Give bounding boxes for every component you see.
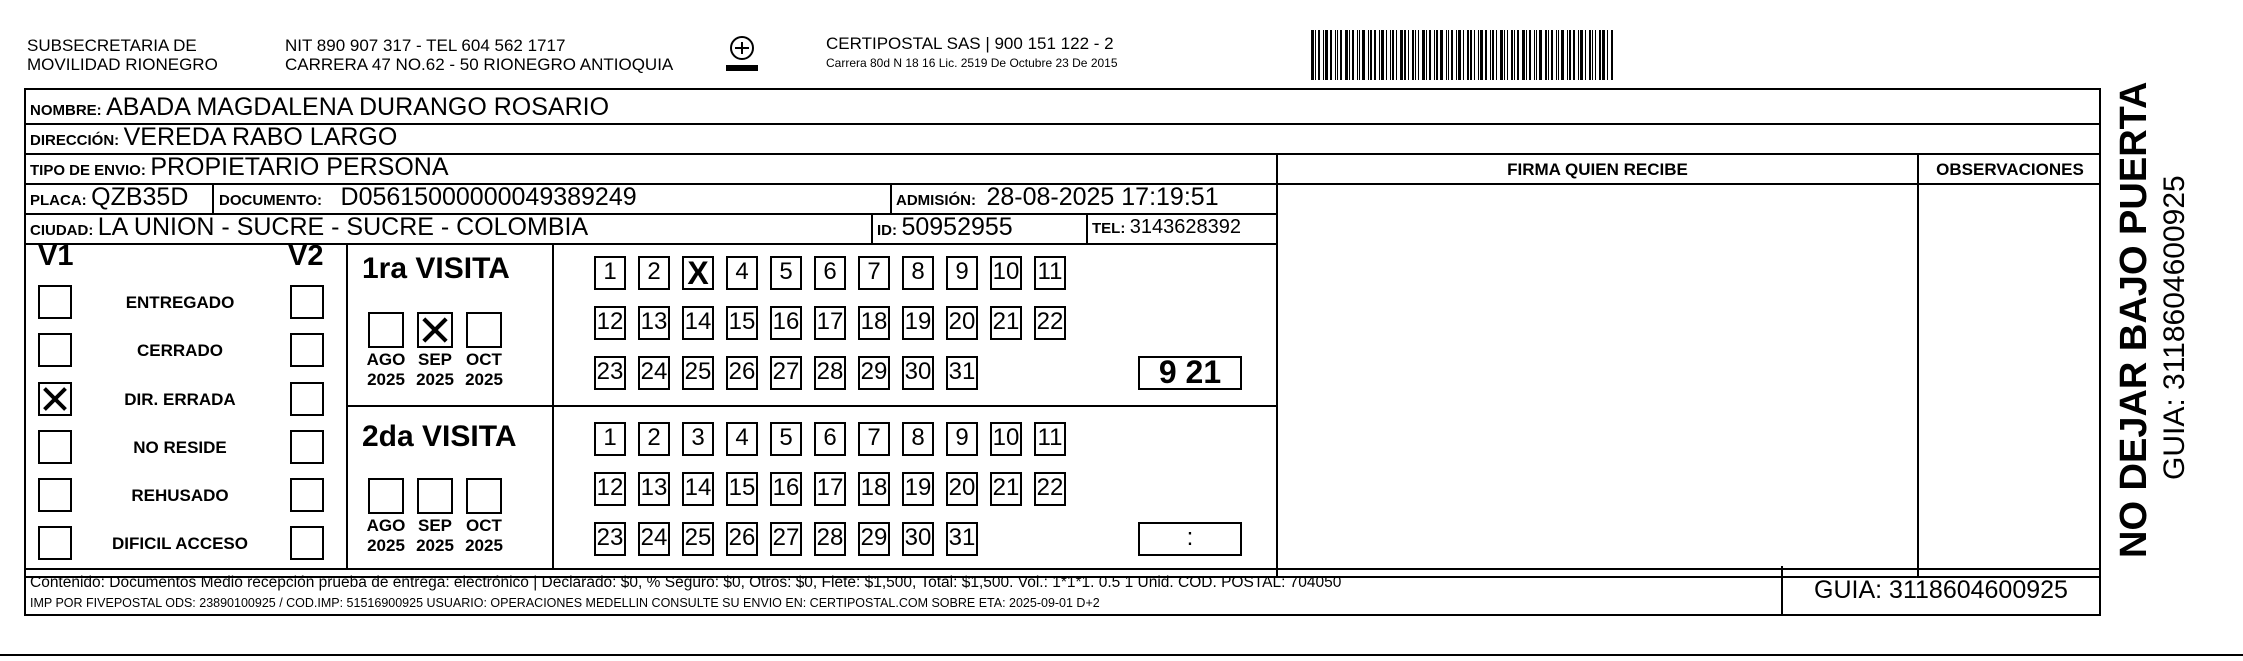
v2-checkbox[interactable] xyxy=(290,430,324,464)
status-option-label: REHUSADO xyxy=(131,486,229,505)
day-box[interactable]: 24 xyxy=(638,522,670,556)
barcode-bar xyxy=(1517,30,1519,80)
day-box[interactable]: 8 xyxy=(902,422,934,456)
month-label: OCT 2025 xyxy=(465,516,503,555)
tel-value: 3143628392 xyxy=(1129,216,1242,238)
visit1-title: 1ra VISITA xyxy=(362,252,510,285)
day-box[interactable]: 15 xyxy=(726,306,758,340)
footer-contents: Contenido: Documentos Medio recepción prueba de entrega: electrónico | Declarado: $0, % Seguro: $0, Otros: $0, Flete: $1,500, Total: $1,500. Vol.: 1*1*1. 0.5 1 Unid. COD. POSTAL: 704050 xyxy=(30,574,1342,591)
day-box[interactable]: 18 xyxy=(858,472,890,506)
status-option-label: ENTREGADO xyxy=(125,293,235,312)
day-box[interactable]: 13 xyxy=(638,472,670,506)
barcode-bar xyxy=(1573,30,1575,80)
cut-line xyxy=(0,654,2243,656)
barcode-bar xyxy=(1357,30,1358,80)
barcode-bar xyxy=(1611,30,1613,80)
barcode-bar xyxy=(1511,30,1513,80)
status-option-label: CERRADO xyxy=(137,341,223,360)
barcode-bar xyxy=(1504,30,1505,80)
month-checkbox[interactable] xyxy=(368,312,404,348)
barcode-bar xyxy=(1578,30,1579,80)
barcode-bar xyxy=(1485,30,1487,80)
barcode-bar xyxy=(1362,30,1365,80)
day-box[interactable]: 23 xyxy=(594,522,626,556)
barcode-bar xyxy=(1529,30,1531,80)
barcode-bar xyxy=(1340,30,1342,80)
barcode-bar xyxy=(1456,30,1457,80)
barcode-bar xyxy=(1607,30,1608,80)
carrier-line-2: Carrera 80d N 18 16 Lic. 2519 De Octubre 23 De 2015 xyxy=(826,56,1118,70)
placa-value: QZB35D xyxy=(91,183,189,211)
documento-label: DOCUMENTO: xyxy=(219,192,323,209)
firma-header: FIRMA QUIEN RECIBE xyxy=(1507,160,1688,179)
month-label: AGO 2025 xyxy=(366,516,406,555)
day-box[interactable]: 28 xyxy=(814,522,846,556)
guia-number: GUIA: 3118604600925 xyxy=(1814,576,2068,604)
day-box[interactable]: 12 xyxy=(594,306,626,340)
day-box[interactable]: 12 xyxy=(594,472,626,506)
day-box[interactable]: 21 xyxy=(990,472,1022,506)
day-box[interactable]: 7 xyxy=(858,422,890,456)
day-box[interactable]: 17 xyxy=(814,306,846,340)
barcode-bar xyxy=(1463,30,1464,80)
placa-label: PLACA: xyxy=(30,192,87,209)
v2-checkbox[interactable] xyxy=(290,382,324,416)
status-option-label: DIFICIL ACCESO xyxy=(111,534,248,553)
barcode-bar xyxy=(1370,30,1372,80)
status-option-label: DIR. ERRADA xyxy=(124,390,236,409)
barcode-bar xyxy=(1446,30,1447,80)
barcode-bar xyxy=(1592,30,1593,80)
direccion-value: VEREDA RABO LARGO xyxy=(123,123,398,151)
nombre-row xyxy=(30,93,609,125)
day-box[interactable]: 6 xyxy=(814,422,846,456)
day-box[interactable]: 25 xyxy=(682,522,714,556)
issuer-contact xyxy=(285,36,673,74)
day-box[interactable]: 2 xyxy=(638,422,670,456)
v2-checkbox[interactable] xyxy=(290,478,324,512)
barcode-bar xyxy=(1561,30,1564,80)
barcode-bar xyxy=(1539,30,1542,80)
v1-checkbox[interactable] xyxy=(38,526,72,560)
day-box[interactable]: 30 xyxy=(902,522,934,556)
month-checkbox[interactable] xyxy=(466,312,502,348)
nit-line: NIT 890 907 317 - TEL 604 562 1717 xyxy=(285,36,566,55)
day-box[interactable]: 22 xyxy=(1034,472,1066,506)
day-box[interactable]: 4 xyxy=(726,256,758,290)
barcode-bar xyxy=(1386,30,1387,80)
observaciones-header: OBSERVACIONES xyxy=(1936,160,2084,179)
barcode-bar xyxy=(1379,30,1380,80)
day-box[interactable]: 11 xyxy=(1034,422,1066,456)
v2-checkbox[interactable] xyxy=(290,285,324,319)
barcode-bar xyxy=(1396,30,1397,80)
barcode-bar xyxy=(1390,30,1391,80)
day-box[interactable]: 9 xyxy=(946,256,978,290)
side-guia: GUIA: 3118604600925 xyxy=(2158,175,2191,480)
barcode-bar xyxy=(1440,30,1443,80)
v2-checkbox[interactable] xyxy=(290,333,324,367)
documento-value: D05615000000049389249 xyxy=(340,183,637,211)
day-box[interactable]: 25 xyxy=(682,356,714,390)
day-box[interactable]: 29 xyxy=(858,522,890,556)
month-label: SEP 2025 xyxy=(416,350,454,389)
day-box[interactable]: 22 xyxy=(1034,306,1066,340)
day-box[interactable]: 26 xyxy=(726,522,758,556)
barcode-bar xyxy=(1589,30,1591,80)
barcode-bar xyxy=(1429,30,1431,80)
address-line: CARRERA 47 NO.62 - 50 RIONEGRO ANTIOQUIA xyxy=(285,55,674,74)
day-box[interactable]: 8 xyxy=(902,256,934,290)
ciudad-value: LA UNION - SUCRE - SUCRE - COLOMBIA xyxy=(97,213,589,241)
day-box[interactable]: 26 xyxy=(726,356,758,390)
barcode-bar xyxy=(1545,30,1547,80)
barcode-bar xyxy=(1470,30,1472,80)
day-box[interactable]: X xyxy=(682,256,714,290)
ciudad-label: CIUDAD: xyxy=(30,222,94,239)
nombre-label: NOMBRE: xyxy=(30,102,102,119)
barcode-bar xyxy=(1436,30,1438,80)
barcode-bar xyxy=(1556,30,1557,80)
barcode-bar xyxy=(1474,30,1475,80)
day-box[interactable]: 14 xyxy=(682,306,714,340)
nombre-value: ABADA MAGDALENA DURANGO ROSARIO xyxy=(106,93,610,121)
month-label: AGO 2025 xyxy=(366,350,406,389)
day-box[interactable]: 31 xyxy=(946,356,978,390)
day-box[interactable]: 24 xyxy=(638,356,670,390)
day-box[interactable]: 6 xyxy=(814,256,846,290)
barcode-bar xyxy=(1558,30,1559,80)
day-box[interactable]: 29 xyxy=(858,356,890,390)
barcode-bar xyxy=(1408,30,1409,80)
barcode-bar xyxy=(1548,30,1549,80)
id-value: 50952955 xyxy=(901,213,1013,241)
issuer-line-2: MOVILIDAD RIONEGRO xyxy=(27,55,218,74)
v1-checkbox[interactable] xyxy=(38,382,72,416)
v1-checkbox[interactable] xyxy=(38,285,72,319)
day-box[interactable]: 19 xyxy=(902,472,934,506)
barcode-bar xyxy=(1500,30,1503,80)
v2-header: V2 xyxy=(288,240,324,272)
day-box[interactable]: 2 xyxy=(638,256,670,290)
tipo-label: TIPO DE ENVIO: xyxy=(30,162,146,179)
v1-checkbox[interactable] xyxy=(38,430,72,464)
v1-checkbox[interactable] xyxy=(38,333,72,367)
direccion-label: DIRECCIÓN: xyxy=(30,132,120,149)
day-box[interactable]: 5 xyxy=(770,256,802,290)
barcode-bar xyxy=(1412,30,1414,80)
day-box[interactable]: 14 xyxy=(682,472,714,506)
barcode-bar xyxy=(1580,30,1583,80)
barcode-bar xyxy=(1359,30,1360,80)
month-label: OCT 2025 xyxy=(465,350,503,389)
barcode-bar xyxy=(1480,30,1483,80)
v2-checkbox[interactable] xyxy=(290,526,324,560)
side-warning: NO DEJAR BAJO PUERTA xyxy=(2113,81,2155,558)
barcode-bar xyxy=(1352,30,1354,80)
tipo-row xyxy=(30,153,449,185)
barcode-bar xyxy=(1318,30,1320,80)
barcode-bar xyxy=(1325,30,1328,80)
carrier-logo-icon xyxy=(725,34,759,74)
day-box[interactable]: 16 xyxy=(770,306,802,340)
barcode xyxy=(1311,30,1945,80)
barcode-bar xyxy=(1490,30,1491,80)
status-option-label: NO RESIDE xyxy=(133,438,227,457)
month-label: SEP 2025 xyxy=(416,516,454,555)
tel-row xyxy=(1092,213,1241,243)
day-box[interactable]: 21 xyxy=(990,306,1022,340)
barcode-bar xyxy=(1374,30,1376,80)
barcode-bar xyxy=(1404,30,1406,80)
id-label: ID: xyxy=(877,222,897,239)
day-box[interactable]: 18 xyxy=(858,306,890,340)
admision-label: ADMISIÓN: xyxy=(896,192,976,209)
month-checkbox[interactable] xyxy=(368,478,404,514)
barcode-bar xyxy=(1381,30,1384,80)
day-box[interactable]: 27 xyxy=(770,522,802,556)
day-box[interactable]: 31 xyxy=(946,522,978,556)
admision-row xyxy=(896,183,1219,215)
barcode-bar xyxy=(1335,30,1336,80)
barcode-bar xyxy=(1507,30,1508,80)
barcode-bar xyxy=(1496,30,1497,80)
issuer-name xyxy=(27,36,218,74)
day-box[interactable]: 3 xyxy=(682,422,714,456)
day-box[interactable]: 15 xyxy=(726,472,758,506)
id-row xyxy=(877,213,1013,245)
day-box[interactable]: 28 xyxy=(814,356,846,390)
v1-checkbox[interactable] xyxy=(38,478,72,512)
day-box[interactable]: 4 xyxy=(726,422,758,456)
day-box[interactable]: 5 xyxy=(770,422,802,456)
barcode-bar xyxy=(1467,30,1469,80)
barcode-bar xyxy=(1567,30,1568,80)
barcode-bar xyxy=(1478,30,1479,80)
carrier-info xyxy=(826,34,1118,70)
barcode-bar xyxy=(1426,30,1427,80)
tipo-value: PROPIETARIO PERSONA xyxy=(150,153,449,181)
barcode-bar xyxy=(1337,30,1338,80)
direccion-row xyxy=(30,123,397,155)
day-box[interactable]: 17 xyxy=(814,472,846,506)
barcode-bar xyxy=(1599,30,1601,80)
day-box[interactable]: 23 xyxy=(594,356,626,390)
day-box[interactable]: 27 xyxy=(770,356,802,390)
day-box[interactable]: 19 xyxy=(902,306,934,340)
barcode-bar xyxy=(1585,30,1586,80)
day-box[interactable]: 20 xyxy=(946,306,978,340)
barcode-bar xyxy=(1522,30,1525,80)
month-checkbox[interactable] xyxy=(417,478,453,514)
barcode-bar xyxy=(1415,30,1416,80)
barcode-bar xyxy=(1315,30,1316,80)
barcode-bar xyxy=(1368,30,1369,80)
time-field[interactable]: 9 21 xyxy=(1138,356,1242,390)
barcode-bar xyxy=(1448,30,1449,80)
barcode-bar xyxy=(1536,30,1537,80)
barcode-bar xyxy=(1595,30,1596,80)
visit2-title: 2da VISITA xyxy=(362,420,517,453)
barcode-bar xyxy=(1418,30,1419,80)
barcode-bar xyxy=(1345,30,1348,80)
month-checkbox[interactable] xyxy=(466,478,502,514)
barcode-bar xyxy=(1526,30,1527,80)
documento-row xyxy=(219,183,637,215)
footer-box xyxy=(24,578,1781,616)
time-field[interactable]: : xyxy=(1138,522,1242,556)
barcode-bar xyxy=(1400,30,1403,80)
barcode-bar xyxy=(1534,30,1535,80)
footer-print-info: IMP POR FIVEPOSTAL ODS: 23890100925 / COD.IMP: 51516900925 USUARIO: OPERACIONES MEDELLIN CONSULTE SU ENVIO EN: CERTIPOSTAL.COM SOBRE ETA: 2025-09-01 D+2 xyxy=(30,596,1100,610)
day-box[interactable]: 1 xyxy=(594,256,626,290)
tel-label: TEL: xyxy=(1092,220,1126,237)
day-box[interactable]: 1 xyxy=(594,422,626,456)
day-box[interactable]: 16 xyxy=(770,472,802,506)
day-box[interactable]: 10 xyxy=(990,422,1022,456)
barcode-bar xyxy=(1330,30,1332,80)
placa-row xyxy=(30,183,188,215)
day-box[interactable]: 11 xyxy=(1034,256,1066,290)
day-box[interactable]: 9 xyxy=(946,422,978,456)
barcode-bar xyxy=(1602,30,1605,80)
carrier-line-1: CERTIPOSTAL SAS | 900 151 122 - 2 xyxy=(826,34,1114,53)
barcode-bar xyxy=(1551,30,1553,80)
issuer-line-1: SUBSECRETARIA DE xyxy=(27,36,197,55)
barcode-bar xyxy=(1492,30,1494,80)
day-box[interactable]: 20 xyxy=(946,472,978,506)
barcode-bar xyxy=(1458,30,1461,80)
barcode-bar xyxy=(1422,30,1425,80)
day-box[interactable]: 7 xyxy=(858,256,890,290)
barcode-bar xyxy=(1434,30,1435,80)
barcode-bar xyxy=(1514,30,1515,80)
day-box[interactable]: 30 xyxy=(902,356,934,390)
barcode-bar xyxy=(1392,30,1394,80)
day-box[interactable]: 13 xyxy=(638,306,670,340)
admision-value: 28-08-2025 17:19:51 xyxy=(986,183,1219,211)
barcode-bar xyxy=(1323,30,1324,80)
guia-box xyxy=(1781,566,2101,616)
barcode-bar xyxy=(1569,30,1571,80)
v1-header: V1 xyxy=(38,240,74,272)
month-checkbox[interactable] xyxy=(417,312,453,348)
barcode-bar xyxy=(1451,30,1453,80)
day-box[interactable]: 10 xyxy=(990,256,1022,290)
barcode-bar xyxy=(1349,30,1350,80)
barcode-bar xyxy=(1311,30,1314,80)
